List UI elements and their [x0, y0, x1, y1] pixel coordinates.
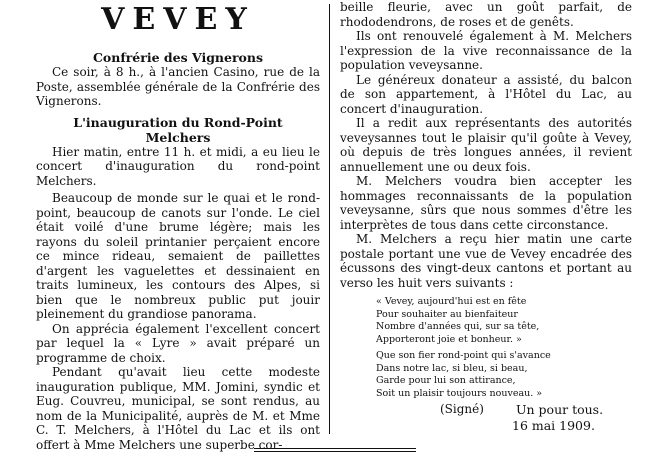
poem-line: Pour souhaiter au bienfaiteur — [376, 308, 518, 320]
paragraph-right-4: Il a redit aux représentants des autorités veveysannes tout le plaisir qu'il goûte à Vevey, où depuis de très longues années, il revient annuellement une ou deux fois. — [340, 116, 632, 174]
poem-line: Que son fier rond-point qui s'avance — [376, 350, 551, 361]
section-heading-inauguration-line2: Melchers — [145, 129, 211, 145]
poem-line: Nombre d'années qui, sur sa tête, — [376, 321, 540, 332]
poem-line: Apporteront joie et bonheur. » — [376, 333, 522, 345]
poem-stanza-1 — [340, 296, 632, 346]
poem-line: Soit un plaisir toujours nouveau. » — [376, 387, 543, 399]
paragraph-inauguration-3: On apprécia également l'excellent concert par lequel la « Lyre » avait préparé un programme de choix. — [36, 321, 320, 365]
poem-line: Dans notre lac, si bleu, si beau, — [376, 362, 528, 374]
paragraph-right-2: Ils ont renouvelé également à M. Melchers l'expression de la vive reconnaissance de la population veveysanne. — [340, 29, 632, 72]
column-divider — [329, 4, 330, 434]
paragraph-inauguration-2: Beaucoup de monde sur le quai et le rond-point, beaucoup de canots sur l'onde. Le ciel était voilé d'une brume légère; mais les rayons du soleil printanier perçaient encore ce mince rideau, semaient de paillettes d'argent les vaguelettes et dessinaient en traits lumineux, les contours des Alpes, si bien que le nombreux public put jouir pleinement du grandiose panorama. — [36, 191, 320, 321]
poem-stanza-2 — [340, 350, 632, 400]
paragraph-right-6: M. Melchers a reçu hier matin une carte postale portant une vue de Vevey encadrée des écussons des vingt-deux cantons et portant au verso les huit vers suivants : — [340, 232, 632, 290]
signed-label: (Signé) — [440, 402, 484, 416]
poem-line: Garde pour lui son attirance, — [376, 375, 516, 386]
bottom-rule — [254, 448, 416, 449]
section-heading-inauguration: L'inauguration du Rond-Point — [73, 114, 283, 130]
poem-line: « Vevey, aujourd'hui est en fête — [376, 296, 527, 307]
right-column — [340, 0, 632, 433]
signature: Un pour tous. — [516, 402, 604, 417]
left-column — [36, 0, 320, 452]
paragraph-right-1: beille fleurie, avec un goût parfait, de rhododendrons, de roses et de genêts. — [340, 0, 632, 29]
bottom-rule — [254, 451, 416, 452]
section-heading-confrerie: Confrérie des Vignerons — [92, 50, 264, 65]
article-date: 16 mai 1909. — [512, 418, 595, 433]
paragraph-right-5: M. Melchers voudra bien accepter les hommages reconnaissants de la population veveysanne, sûrs que nous sommes d'être les interprètes de tous dans cette circonstance. — [340, 174, 632, 232]
paragraph-inauguration-4: Pendant qu'avait lieu cette modeste inauguration publique, MM. Jomini, syndic et Eug. Couvreu, municipal, se sont rendus, au nom de la Municipalité, auprès de M. et Mme C. T. Melchers, à l'Hôtel du Lac et ils ont offert à Mme Melchers une superbe cor- — [36, 365, 320, 452]
paragraph-confrerie: Ce soir, à 8 h., à l'ancien Casino, rue de la Poste, assemblée générale de la Confrérie des Vignerons. — [36, 65, 320, 108]
paragraph-inauguration-1: Hier matin, entre 11 h. et midi, a eu lieu le concert d'inauguration du rond-point Melchers. — [36, 144, 320, 188]
paragraph-right-3: Le généreux donateur a assisté, du balcon de son appartement, à l'Hôtel du Lac, au concert d'inauguration. — [340, 72, 632, 116]
masthead-title: VEVEY — [101, 2, 255, 37]
